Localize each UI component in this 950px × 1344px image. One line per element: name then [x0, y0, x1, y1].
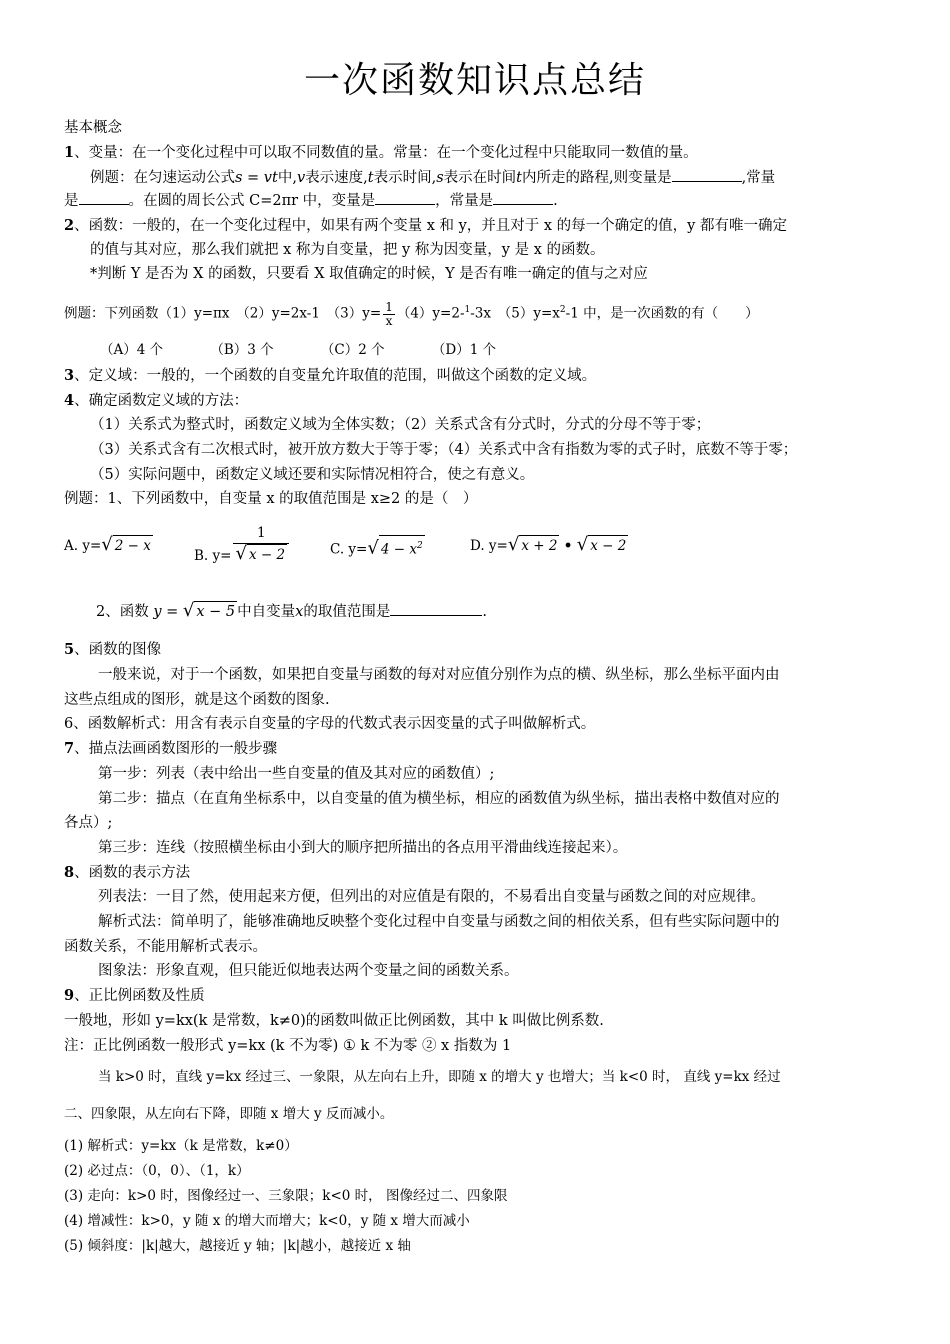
option-d [470, 535, 628, 556]
answer-blank [672, 167, 742, 182]
text: 例题：下列函数（1）y=πx （2）y=2x-1 （3）y= [64, 305, 382, 322]
numerator: 1 [233, 523, 289, 544]
example-line [96, 601, 487, 622]
radicand: 2 − x [113, 535, 153, 556]
section-number: 8 [64, 864, 75, 881]
paragraph: （5）实际问题中，函数定义域还要和实际情况相符合，使之有意义。 [90, 467, 535, 483]
paragraph: 例题：1、下列函数中，自变量 x 的取值范围是 x≥2 的是（ ） [64, 491, 478, 507]
text: 是 [64, 193, 79, 209]
answer-blank [390, 601, 482, 616]
section-number: 4 [64, 392, 75, 409]
section-number: 1 [64, 144, 75, 161]
paragraph: 2、函数：一般的，在一个变化过程中，如果有两个变量 x 和 y，并且对于 x 的每一个确定的值，y 都有唯一确定 [64, 217, 787, 234]
text: -3x （5）y=x [470, 305, 560, 322]
text: . [553, 193, 558, 209]
radical-icon: √ [367, 537, 379, 559]
radicand: x − 2 [247, 544, 287, 565]
formula: y = [153, 604, 179, 620]
superscript: 2 [416, 541, 423, 551]
text: 2、函数 [96, 604, 149, 620]
paragraph: （3）关系式含有二次根式时，被开放方数大于等于零；（4）关系式中含有指数为零的式子时，底数不等于零； [90, 442, 798, 458]
label: A. y= [64, 538, 102, 554]
formula: s = vt [235, 170, 278, 186]
text: . [482, 604, 487, 620]
paragraph: 6、函数解析式：用含有表示自变量的字母的代数式表示因变量的式子叫做解析式。 [64, 716, 596, 732]
answer-blank [493, 190, 553, 205]
var: x [295, 604, 304, 620]
radicand: x − 5 [194, 601, 237, 622]
answer-blank [79, 190, 129, 205]
paragraph: 当 k>0 时，直线 y=kx 经过三、一象限，从左向右上升，即随 x 的增大 y 也增大；当 k<0 时， 直线 y=kx 经过 [98, 1069, 781, 1085]
paragraph: 一般地，形如 y=kx(k 是常数，k≠0)的函数叫做正比例函数，其中 k 叫做比例系数. [64, 1013, 604, 1029]
text: （4）y=2- [396, 305, 465, 322]
section-heading: 基本概念 [64, 120, 122, 136]
property-item: (3) 走向：k>0 时，图像经过一、三象限；k<0 时， 图像经过二、四象限 [64, 1188, 508, 1204]
numerator: 1 [385, 299, 393, 314]
denominator [233, 544, 289, 565]
example-line [64, 300, 759, 328]
option-b [194, 523, 291, 565]
label: D. y= [470, 538, 508, 554]
var: t [516, 170, 522, 186]
section-heading: 8、函数的表示方法 [64, 864, 191, 881]
section-number: 7 [64, 740, 75, 757]
paragraph: （1）关系式为整式时，函数定义域为全体实数；（2）关系式含有分式时，分式的分母不等于零； [90, 417, 711, 433]
label: C. y= [330, 541, 368, 558]
radical-icon: √ [507, 534, 520, 555]
radicand: x − 2 [588, 535, 628, 556]
section-number: 5 [64, 641, 75, 658]
dot-operator: • [563, 538, 573, 554]
text: 表示时间, [373, 170, 437, 186]
section-number: 9 [64, 987, 75, 1004]
radical-icon: √ [101, 534, 113, 555]
paragraph: 第二步：描点（在直角坐标系中，以自变量的值为横坐标，相应的函数值为纵坐标，描出表格中数值对应的 [98, 791, 780, 807]
text: 的取值范围是 [303, 604, 391, 620]
superscript: 1 [464, 305, 471, 315]
answer-blank [375, 190, 435, 205]
var: s [436, 170, 444, 186]
text: -1 中，是一次函数的有（ ） [565, 305, 759, 322]
text: 中, [277, 170, 297, 186]
text: 中自变量 [237, 604, 296, 620]
paragraph: 3、定义域：一般的，一个函数的自变量允许取值的范围，叫做这个函数的定义域。 [64, 367, 597, 384]
property-item: (2) 必过点：（0，0）、（1，k） [64, 1163, 250, 1179]
option-c [330, 535, 425, 560]
paragraph: 解析式法：简单明了，能够准确地反映整个变化过程中自变量与函数之间的相依关系，但有些实际问题中的 [98, 914, 780, 930]
note: 注：正比例函数一般形式 y=kx (k 不为零) ① k 不为零 ② x 指数为 1 [64, 1038, 512, 1054]
property-item: (4) 增减性：k>0，y 随 x 的增大而增大；k<0，y 随 x 增大而减小 [64, 1213, 470, 1229]
paragraph: 列表法：一目了然，使用起来方便，但列出的对应值是有限的，不易看出自变量与函数之间的对应规律。 [98, 889, 765, 905]
option-a [64, 535, 153, 556]
var: v [296, 170, 306, 186]
radicand-text: 4 − x [380, 541, 417, 558]
paragraph: 二、四象限，从左向右下降，即随 x 增大 y 反而减小。 [64, 1106, 394, 1122]
text: 。在圆的周长公式 C=2πr 中，变量是 [128, 193, 376, 209]
section-heading: 9、正比例函数及性质 [64, 987, 205, 1004]
radicand: x + 2 [519, 535, 559, 556]
radical-icon: √ [182, 600, 195, 621]
paragraph: 各点）; [64, 815, 113, 831]
radicand [379, 535, 425, 560]
section-heading: 7、描点法画函数图形的一般步骤 [64, 740, 278, 757]
page-title: 一次函数知识点总结 [303, 60, 646, 101]
choices: （A）4 个 （B）3 个 （C）2 个 （D）1 个 [100, 342, 497, 358]
paragraph: 一般来说，对于一个函数，如果把自变量与函数的每对对应值分别作为点的横、纵坐标，那么坐标平面内由 [98, 667, 780, 683]
fraction [233, 523, 289, 565]
example-line [90, 167, 775, 188]
text: ,常量 [741, 170, 776, 186]
example-line [64, 190, 558, 211]
text: 内所走的路程,则变量是 [521, 170, 672, 186]
fraction [383, 301, 395, 328]
text: ，常量是 [435, 193, 494, 209]
note: *判断 Y 是否为 X 的函数，只要看 X 取值确定的时候，Y 是否有唯一确定的值与之对应 [90, 266, 648, 282]
text: 表示速度, [305, 170, 368, 186]
text: 例题：在匀速运动公式 [90, 170, 235, 186]
label: B. y= [194, 547, 232, 564]
paragraph: 4、确定函数定义域的方法： [64, 392, 249, 409]
text: 表示在时间 [443, 170, 517, 186]
paragraph: 的值与其对应，那么我们就把 x 称为自变量，把 y 称为因变量，y 是 x 的函数。 [90, 242, 605, 258]
superscript: 2 [559, 305, 566, 315]
radical-icon: √ [235, 543, 247, 564]
radical-icon: √ [576, 534, 589, 555]
paragraph: 图象法：形象直观，但只能近似地表达两个变量之间的函数关系。 [98, 963, 519, 979]
paragraph: 1、变量：在一个变化过程中可以取不同数值的量。常量：在一个变化过程中只能取同一数值的量。 [64, 144, 698, 161]
paragraph: 第一步：列表（表中给出一些自变量的值及其对应的函数值）; [98, 766, 495, 782]
section-number: 3 [64, 367, 75, 384]
paragraph: 这些点组成的图形，就是这个函数的图象. [64, 692, 330, 708]
paragraph: 函数关系，不能用解析式表示。 [64, 939, 267, 955]
var: t [367, 170, 374, 186]
denominator: x [385, 313, 393, 328]
property-item: (1) 解析式：y=kx（k 是常数，k≠0） [64, 1138, 298, 1154]
section-number: 2 [64, 217, 75, 234]
paragraph: 第三步：连线（按照横坐标由小到大的顺序把所描出的各点用平滑曲线连接起来）。 [98, 840, 628, 856]
property-item: (5) 倾斜度：|k|越大，越接近 y 轴；|k|越小，越接近 x 轴 [64, 1238, 411, 1254]
section-heading: 5、函数的图像 [64, 641, 162, 658]
